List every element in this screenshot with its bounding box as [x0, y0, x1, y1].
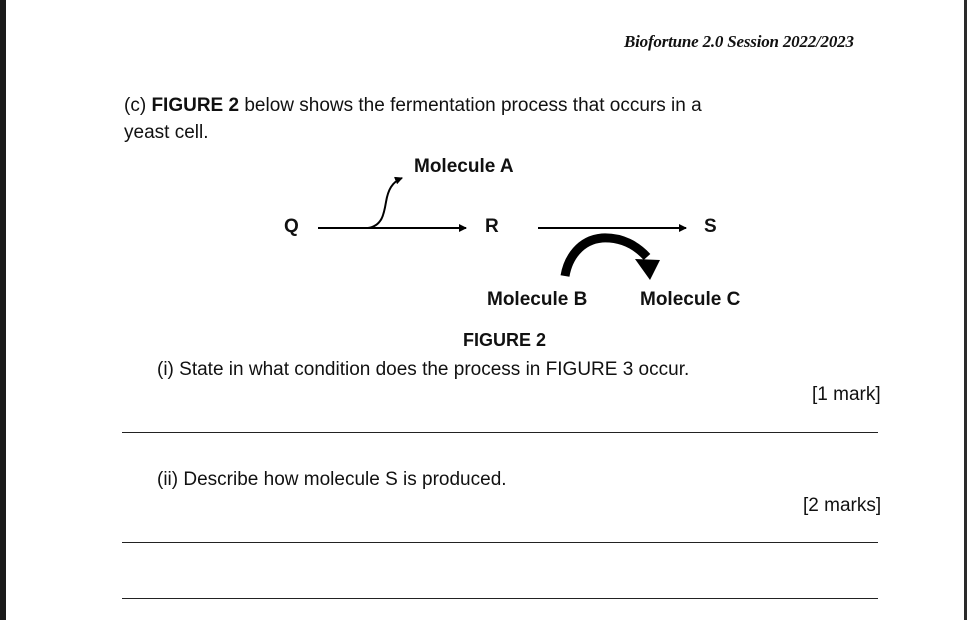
b-to-c-curved-arrow — [565, 238, 647, 276]
question-c-prefix: (c) — [124, 95, 152, 116]
question-c-text: below shows the fermentation process that occurs in a — [239, 95, 702, 116]
question-c-text-line2: yeast cell. — [124, 122, 209, 143]
figure-caption: FIGURE 2 — [463, 330, 547, 350]
part-i-answer-line — [122, 432, 878, 433]
r-label: R — [485, 216, 499, 237]
molecule-a-label: Molecule A — [414, 156, 514, 177]
figure-reference: FIGURE 2 — [151, 95, 240, 116]
session-header: Biofortune 2.0 Session 2022/2023 — [624, 32, 854, 51]
part-ii-answer-line-2 — [122, 598, 878, 599]
molecule-b-label: Molecule B — [487, 289, 588, 310]
molecule-c-label: Molecule C — [640, 289, 741, 310]
b-to-c-arrowhead — [635, 259, 660, 280]
part-ii-marks: [2 marks] — [803, 495, 882, 516]
part-i-marks: [1 mark] — [812, 384, 881, 405]
part-ii-answer-line-1 — [122, 542, 878, 543]
molecule-a-release-arrow — [368, 178, 402, 228]
q-label: Q — [284, 216, 299, 237]
part-ii-question: (ii) Describe how molecule S is produced. — [157, 469, 507, 490]
s-label: S — [704, 216, 717, 237]
part-i-question: (i) State in what condition does the process in FIGURE 3 occur. — [157, 359, 690, 380]
